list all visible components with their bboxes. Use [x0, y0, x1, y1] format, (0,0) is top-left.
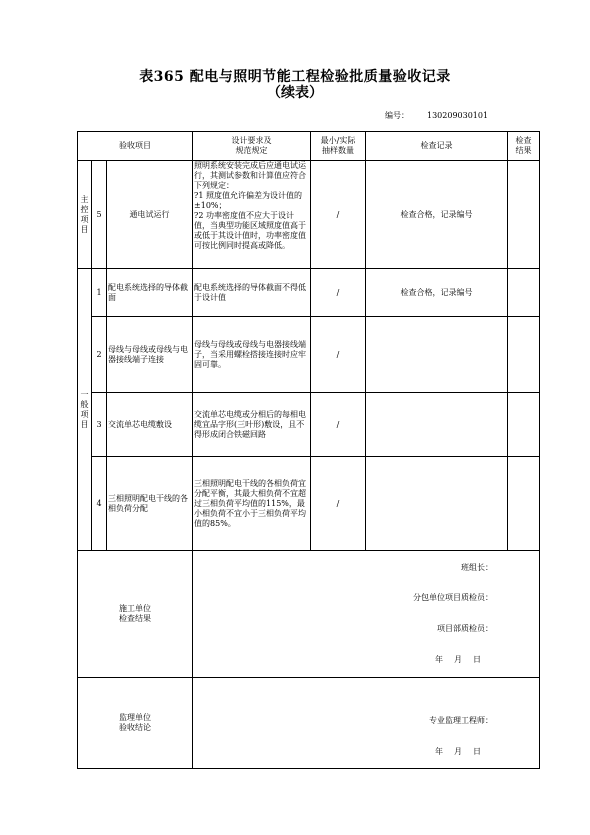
- form-subtitle: （续表）: [267, 85, 323, 101]
- item-result[interactable]: [508, 393, 540, 457]
- general-group-label: 一 般 项 目: [78, 269, 92, 551]
- item-name: 三相照明配电干线的各相负荷分配: [107, 457, 193, 551]
- header-sample: 最小/实际 抽样数量: [311, 132, 366, 161]
- item-no: 1: [92, 269, 107, 317]
- construction-date: 年月日: [435, 655, 493, 664]
- item-spec: 交流单芯电缆或分相后的每相电缆宜品字形(三叶形)敷设，且不得形成闭合铁磁回路: [193, 393, 311, 457]
- item-result[interactable]: [508, 269, 540, 317]
- item-spec: 照明系统安装完成后应通电试运行，其测试参数和计算值应符合下列规定： ?1 照度值允许偏差为设计值的±10%； ?2 功率密度值不应大于设计值，当典型功能区域照度值高于或低于其设计值时，功率密度值可按比例同时提高或降低。: [193, 161, 311, 269]
- header-record: 检查记录: [366, 132, 508, 161]
- header-design: 设计要求及 规范规定: [193, 132, 311, 161]
- item-sample: /: [311, 393, 366, 457]
- item-name: 配电系统选择的导体截面: [107, 269, 193, 317]
- table-row: [78, 393, 540, 457]
- form-title: 表365 配电与照明节能工程检验批质量验收记录: [139, 69, 451, 85]
- doc-number-label: 编号：: [385, 111, 409, 120]
- item-name: 母线与母线或母线与电器接线端子连接: [107, 317, 193, 393]
- item-sample: /: [311, 457, 366, 551]
- header-result: 检查 结果: [508, 132, 540, 161]
- item-record: 检查合格，记录编号: [366, 161, 508, 269]
- item-record: 检查合格，记录编号: [366, 269, 508, 317]
- item-no: 5: [92, 161, 107, 269]
- item-name: 交流单芯电缆敷设: [107, 393, 193, 457]
- item-sample: /: [311, 269, 366, 317]
- item-result[interactable]: [508, 317, 540, 393]
- doc-number-value: 130209030101: [427, 111, 489, 120]
- header-row: [78, 132, 540, 161]
- item-sample: /: [311, 161, 366, 269]
- item-record: [366, 457, 508, 551]
- construction-label: 施工单位 检查结果: [78, 551, 193, 678]
- item-no: 4: [92, 457, 107, 551]
- item-result[interactable]: [508, 161, 540, 269]
- project-inspector-label: 项目部质检员：: [437, 624, 494, 633]
- construction-row: [78, 551, 540, 678]
- item-no: 3: [92, 393, 107, 457]
- item-record: [366, 317, 508, 393]
- table-row: [78, 161, 540, 269]
- item-spec: 配电系统选择的导体截面不得低于设计值: [193, 269, 311, 317]
- item-record: [366, 393, 508, 457]
- item-result[interactable]: [508, 457, 540, 551]
- team-leader-label: 班组长：: [461, 563, 494, 572]
- inspection-table: [77, 131, 540, 769]
- item-sample: /: [311, 317, 366, 393]
- doc-number: [385, 110, 488, 121]
- item-no: 2: [92, 317, 107, 393]
- item-name: 通电试运行: [107, 161, 193, 269]
- supervision-signature-area[interactable]: [193, 678, 540, 769]
- supervision-row: [78, 678, 540, 769]
- table-row: [78, 317, 540, 393]
- main-group-label: 主 控 项 目: [78, 161, 92, 269]
- supervision-label: 监理单位 验收结论: [78, 678, 193, 769]
- table-row: [78, 457, 540, 551]
- item-spec: 母线与母线或母线与电器接线端子，当采用螺栓搭接连接时应牢固可靠。: [193, 317, 311, 393]
- sub-inspector-label: 分包单位项目质检员：: [413, 593, 494, 602]
- table-row: [78, 269, 540, 317]
- supervision-date: 年月日: [435, 747, 493, 756]
- construction-signature-area[interactable]: [193, 551, 540, 678]
- engineer-label: 专业监理工程师：: [429, 716, 494, 725]
- item-spec: 三相照明配电干线的各相负荷宜分配平衡，其最大相负荷不宜超过三相负荷平均值的115%，最小相负荷不宜小于三相负荷平均值的85%。: [193, 457, 311, 551]
- header-item: 验收项目: [78, 132, 193, 161]
